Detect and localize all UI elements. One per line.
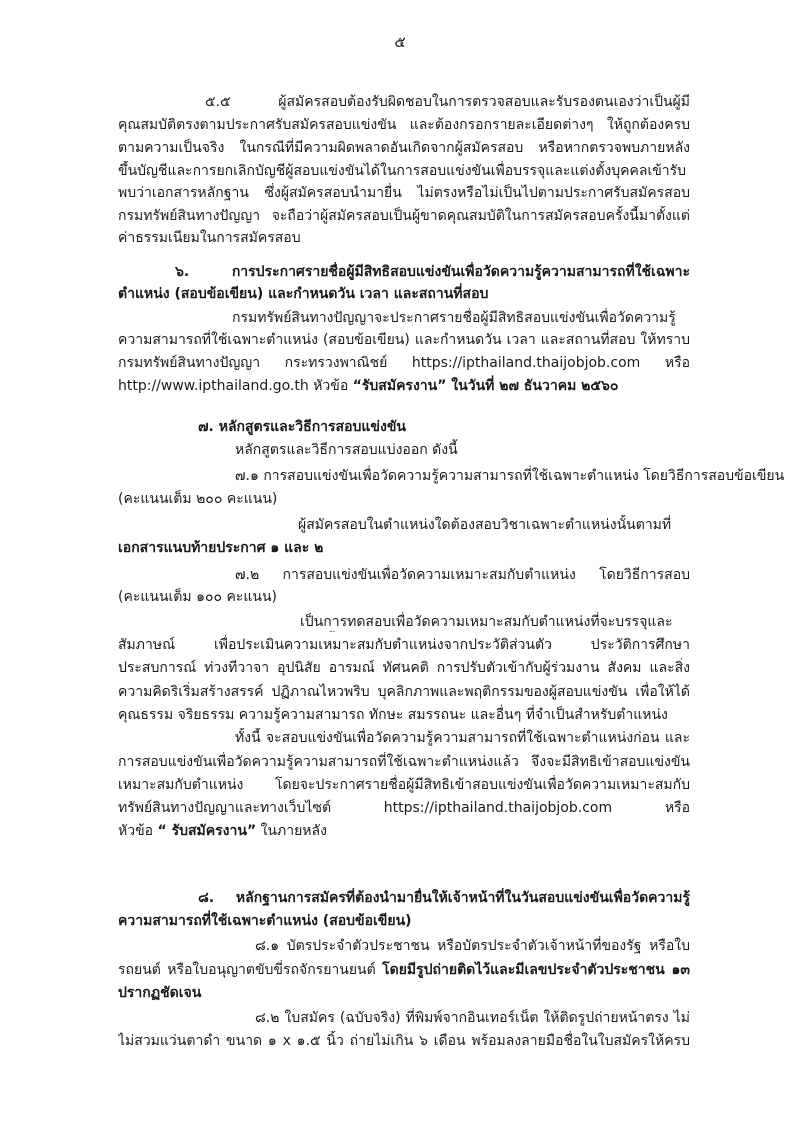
bold-text: “ รับสมัครงาน”: [157, 823, 257, 839]
bold-text: เอกสารแนบท้ายประกาศ ๑ และ ๒: [118, 540, 324, 556]
text-line: [235, 565, 690, 585]
bold-text: ๘. หลักฐานการสมัครที่ต้องนำมายื่นให้เจ้าหน้าที่ในวันสอบแข่งขันเพื่อวัดความรู้: [198, 890, 690, 906]
text-line: [118, 115, 690, 135]
text-line: [198, 888, 690, 908]
text: เหมาะสมกับตำแหน่ง โดยจะประกาศรายชื่อผู้มีสิทธิเข้าสอบแข่งขันเพื่อวัดความเหมาะสมกับ: [118, 777, 690, 793]
text-line: [198, 417, 406, 437]
text-line: [118, 705, 668, 725]
text-line: [118, 228, 301, 248]
text: ผู้สมัครสอบในตำแหน่งใดต้องสอบวิชาเฉพาะตำแหน่งนั้นตามที่: [298, 517, 672, 533]
text-line: [118, 284, 488, 304]
text-line: [298, 515, 690, 535]
text-line: [118, 658, 690, 678]
page-number: ๕: [394, 33, 406, 51]
text-line: [118, 353, 690, 373]
text-line: [118, 376, 618, 396]
text-line: [118, 489, 277, 509]
bold-text: ๗. หลักสูตรและวิธีการสอบแข่งขัน: [198, 419, 406, 435]
text-line: [118, 960, 690, 980]
text-line: [118, 1031, 690, 1051]
text-line: [235, 440, 458, 460]
text-line: [118, 752, 690, 772]
text-line: [232, 308, 690, 328]
text: หัวข้อ: [118, 823, 158, 839]
text-line: [118, 587, 277, 607]
text: สัมภาษณ์ เพื่อประเมินความเหมาะสมกับตำแหน่งจากประวัติส่วนตัว ประวัติการศึกษา: [118, 637, 690, 653]
text: ๗.๒ การสอบแข่งขันเพื่อวัดความเหมาะสมกับตำแหน่ง โดยวิธีการสอบ: [235, 567, 690, 583]
bold-text: ความสามารถที่ใช้เฉพาะตำแหน่ง (สอบข้อเขียน): [118, 913, 412, 929]
text: ค่าธรรมเนียมในการสมัครสอบ: [118, 230, 301, 246]
bold-text: ๖. การประกาศรายชื่อผู้มีสิทธิสอบแข่งขันเพื่อวัดความรู้ความสามารถที่ใช้เฉพาะ: [175, 264, 690, 280]
text: ไม่สวมแว่นตาดำ ขนาด ๑ x ๑.๕ นิ้ว ถ่ายไม่เกิน ๖ เดือน พร้อมลงลายมือชื่อในใบสมัครให้ครบ: [118, 1033, 690, 1049]
text: ประสบการณ์ ท่วงทีวาจา อุปนิสัย อารมณ์ ทัศนคติ การปรับตัวเข้ากับผู้ร่วมงาน สังคม และสิ่ง: [118, 660, 690, 676]
text-line: [118, 161, 690, 181]
text: พบว่าเอกสารหลักฐาน ซึ่งผู้สมัครสอบนำมายื่น ไม่ตรงหรือไม่เป็นไปตามประกาศรับสมัครสอบ: [118, 185, 690, 201]
text: ตามความเป็นจริง ในกรณีที่มีความผิดพลาดอันเกิดจากผู้สมัครสอบ หรือหากตรวจพบภายหลัง: [118, 140, 690, 156]
text: ๕.๕ ผู้สมัครสอบต้องรับผิดชอบในการตรวจสอบและรับรองตนเองว่าเป็นผู้มี: [205, 94, 690, 110]
text: http://www.ipthailand.go.th หัวข้อ: [118, 378, 353, 394]
text-line: [175, 262, 690, 282]
text-line: [118, 330, 690, 350]
text: ทั้งนี้ จะสอบแข่งขันเพื่อวัดความรู้ความสามารถที่ใช้เฉพาะตำแหน่งก่อน และ: [235, 730, 690, 746]
text: ความสามารถที่ใช้เฉพาะตำแหน่ง (สอบข้อเขียน) และกำหนดวัน เวลา และสถานที่สอบ ให้ทราบ: [118, 332, 690, 348]
text-line: [118, 538, 323, 558]
text-line: [118, 821, 327, 841]
text-line: [118, 138, 690, 158]
text: (คะแนนเต็ม ๒๐๐ คะแนน): [118, 491, 278, 507]
text: การสอบแข่งขันเพื่อวัดความรู้ความสามารถที่ใช้เฉพาะตำแหน่งแล้ว จึงจะมีสิทธิเข้าสอบแข่งขัน: [118, 754, 690, 770]
text: หลักสูตรและวิธีการสอบแบ่งออก ดังนี้: [235, 442, 458, 458]
text: ทรัพย์สินทางปัญญาและทางเว็บไซต์ https://ipthailand.thaijobjob.com หรือ: [118, 800, 690, 816]
text-line: [118, 682, 690, 702]
text: ๘.๑ บัตรประจำตัวประชาชน หรือบัตรประจำตัวเจ้าหน้าที่ของรัฐ หรือใบ: [255, 938, 690, 954]
text-line: [118, 798, 690, 818]
text: คุณธรรม จริยธรรม ความรู้ความสามารถ ทักษะ สมรรถนะ และอื่นๆ ที่จำเป็นสำหรับตำแหน่ง: [118, 707, 668, 723]
text: ๗.๑ การสอบแข่งขันเพื่อวัดความรู้ความสามารถที่ใช้เฉพาะตำแหน่ง โดยวิธีการสอบข้อเขียน: [235, 468, 785, 484]
text: คุณสมบัติตรงตามประกาศรับสมัครสอบแข่งขัน และต้องกรอกรายละเอียดต่างๆ ให้ถูกต้องครบ: [118, 117, 690, 133]
text-line: [255, 1008, 690, 1028]
bold-text: “รับสมัครงาน” ในวันที่ ๒๗ ธันวาคม ๒๕๖๐: [352, 378, 619, 394]
text: กรมทรัพย์สินทางปัญญาจะประกาศรายชื่อผู้มีสิทธิสอบแข่งขันเพื่อวัดความรู้: [232, 310, 676, 326]
text-line: [118, 775, 690, 795]
text-line: [300, 612, 690, 632]
bold-text: โดยมีรูปถ่ายติดไว้และมีเลขประจำตัวประชาชน ๑๓: [382, 962, 690, 978]
text: ๘.๒ ใบสมัคร (ฉบับจริง) ที่พิมพ์จากอินเทอร์เน็ต ให้ติดรูปถ่ายหน้าตรง ไม่: [255, 1010, 690, 1026]
text-line: [118, 183, 690, 203]
text-line: [235, 728, 690, 748]
bold-text: ตำแหน่ง (สอบข้อเขียน) และกำหนดวัน เวลา และสถานที่สอบ: [118, 286, 489, 302]
text-line: [255, 936, 690, 956]
text: เป็นการทดสอบเพื่อวัดความเหมาะสมกับตำแหน่งที่จะบรรจุและ: [300, 614, 673, 630]
bold-text: ปรากฏชัดเจน: [118, 985, 202, 1001]
text: รถยนต์ หรือใบอนุญาตขับขี่รถจักรยานยนต์: [118, 962, 383, 978]
text-line: [205, 92, 690, 112]
text-line: [118, 635, 690, 655]
text-line: [118, 911, 412, 931]
text-line: [118, 206, 690, 226]
text: ขึ้นบัญชีและการยกเลิกบัญชีผู้สอบแข่งขันได้ในการสอบแข่งขันเพื่อบรรจุและแต่งตั้งบุคคลเข้ารับ: [118, 163, 687, 179]
text-line: [235, 466, 784, 486]
text: กรมทรัพย์สินทางปัญญา จะถือว่าผู้สมัครสอบเป็นผู้ขาดคุณสมบัติในการสมัครสอบครั้งนี้มาตั้งแต่: [118, 208, 690, 224]
text: (คะแนนเต็ม ๑๐๐ คะแนน): [118, 589, 278, 605]
text: กรมทรัพย์สินทางปัญญา กระทรวงพาณิชย์ https://ipthailand.thaijobjob.com หรือ: [118, 355, 690, 371]
text: ความคิดริเริ่มสร้างสรรค์ ปฏิภาณไหวพริบ บุคลิกภาพและพฤติกรรมของผู้สอบแข่งขัน เพื่อให้ได้: [118, 684, 690, 700]
text: ในภายหลัง: [256, 823, 327, 839]
text-line: [118, 983, 201, 1003]
